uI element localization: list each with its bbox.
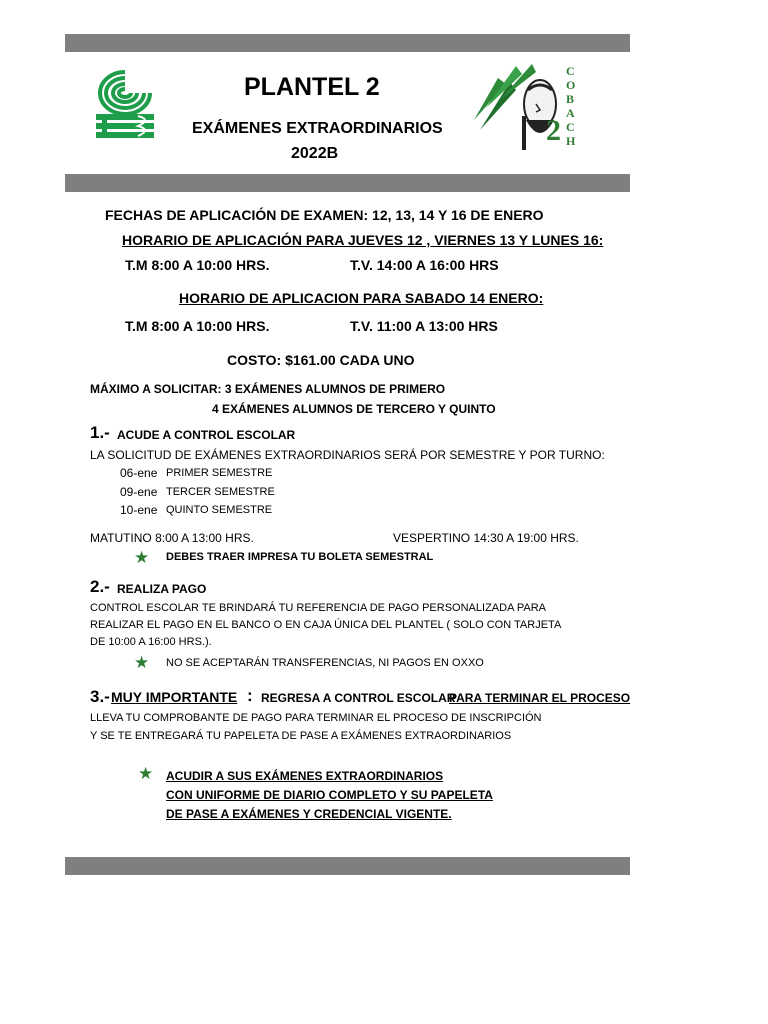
max-exams-third-fifth: 4 EXÁMENES ALUMNOS DE TERCERO Y QUINTO: [212, 402, 496, 416]
cobach-letter: A: [566, 106, 575, 120]
evening-office-hours: VESPERTINO 14:30 A 19:00 HRS.: [393, 531, 579, 545]
period-label: 2022B: [291, 145, 339, 162]
step2-number: 2.-: [90, 577, 110, 596]
cobach-letter: C: [566, 64, 575, 78]
weekday-morning-shift: T.M 8:00 A 10:00 HRS.: [125, 257, 270, 273]
cobach-number: 2: [546, 114, 561, 147]
step1-text: LA SOLICITUD DE EXÁMENES EXTRAORDINARIOS SERÁ POR SEMESTRE Y POR TURNO:: [90, 448, 605, 462]
step1-note: DEBES TRAER IMPRESA TU BOLETA SEMESTRAL: [166, 551, 434, 563]
institution-logo-icon: [94, 66, 156, 140]
step2-title: REALIZA PAGO: [117, 582, 207, 596]
step3-line: LLEVA TU COMPROBANTE DE PAGO PARA TERMINAR EL PROCESO DE INSCRIPCIÓN: [90, 712, 542, 724]
star-bullet-icon: ★: [134, 653, 150, 672]
cobach-letter: O: [566, 78, 576, 92]
step3-return-text: REGRESA A CONTROL ESCOLAR: [261, 691, 456, 705]
saturday-evening-shift: T.V. 11:00 A 13:00 HRS: [350, 318, 498, 334]
header-divider-bar: [65, 174, 630, 192]
step2-line: REALIZAR EL PAGO EN EL BANCO O EN CAJA ÚNICA DEL PLANTEL ( SOLO CON TARJETA: [90, 619, 562, 631]
step3-finish-text: PARA TERMINAR EL PROCESO: [449, 691, 631, 705]
step3-line: Y SE TE ENTREGARÁ TU PAPELETA DE PASE A EXÁMENES EXTRAORDINARIOS: [90, 730, 512, 742]
bottom-divider-bar: [65, 857, 630, 875]
morning-office-hours: MATUTINO 8:00 A 13:00 HRS.: [90, 531, 254, 545]
saturday-morning-shift: T.M 8:00 A 10:00 HRS.: [125, 318, 270, 334]
step2-line: DE 10:00 A 16:00 HRS.).: [90, 636, 212, 648]
star-bullet-icon: ★: [138, 764, 154, 783]
step1-date: 10-ene: [120, 503, 158, 517]
cobach-letter: B: [566, 92, 575, 106]
saturday-schedule-heading: HORARIO DE APLICACION PARA SABADO 14 ENERO:: [179, 290, 544, 306]
exam-cost: COSTO: $161.00 CADA UNO: [227, 352, 415, 368]
step2-line: CONTROL ESCOLAR TE BRINDARÁ TU REFERENCIA DE PAGO PERSONALIZADA PARA: [90, 602, 546, 614]
step1-date: 09-ene: [120, 485, 158, 499]
star-bullet-icon: ★: [134, 548, 150, 567]
step1-title: ACUDE A CONTROL ESCOLAR: [117, 428, 296, 442]
step1-semester: TERCER SEMESTRE: [166, 486, 275, 498]
cobach-letter: C: [566, 120, 575, 134]
exam-dates: FECHAS DE APLICACIÓN DE EXAMEN: 12, 13, 14 Y 16 DE ENERO: [105, 207, 544, 223]
cobach-letter: H: [566, 134, 576, 148]
step1-number: 1.-: [90, 423, 110, 442]
weekday-schedule-heading: HORARIO DE APLICACIÓN PARA JUEVES 12 , VIERNES 13 Y LUNES 16:: [122, 232, 604, 248]
step1-semester: QUINTO SEMESTRE: [166, 504, 273, 516]
top-divider-bar: [65, 34, 630, 52]
final-note-line: CON UNIFORME DE DIARIO COMPLETO Y SU PAPELETA: [166, 788, 493, 802]
step3-colon: :: [247, 686, 253, 705]
page-title: PLANTEL 2: [244, 73, 380, 101]
step3-important-label: MUY IMPORTANTE: [111, 689, 238, 705]
weekday-evening-shift: T.V. 14:00 A 16:00 HRS: [350, 257, 499, 273]
step1-semester: PRIMER SEMESTRE: [166, 467, 273, 479]
final-note-line: ACUDIR A SUS EXÁMENES EXTRAORDINARIOS: [166, 769, 444, 783]
final-note-line: DE PASE A EXÁMENES Y CREDENCIAL VIGENTE.: [166, 807, 452, 821]
step2-note: NO SE ACEPTARÁN TRANSFERENCIAS, NI PAGOS EN OXXO: [166, 657, 484, 669]
max-exams-first: MÁXIMO A SOLICITAR: 3 EXÁMENES ALUMNOS DE PRIMERO: [90, 382, 446, 396]
step3-number: 3.-: [90, 687, 110, 706]
step1-date: 06-ene: [120, 466, 158, 480]
page-subtitle: EXÁMENES EXTRAORDINARIOS: [192, 120, 443, 137]
